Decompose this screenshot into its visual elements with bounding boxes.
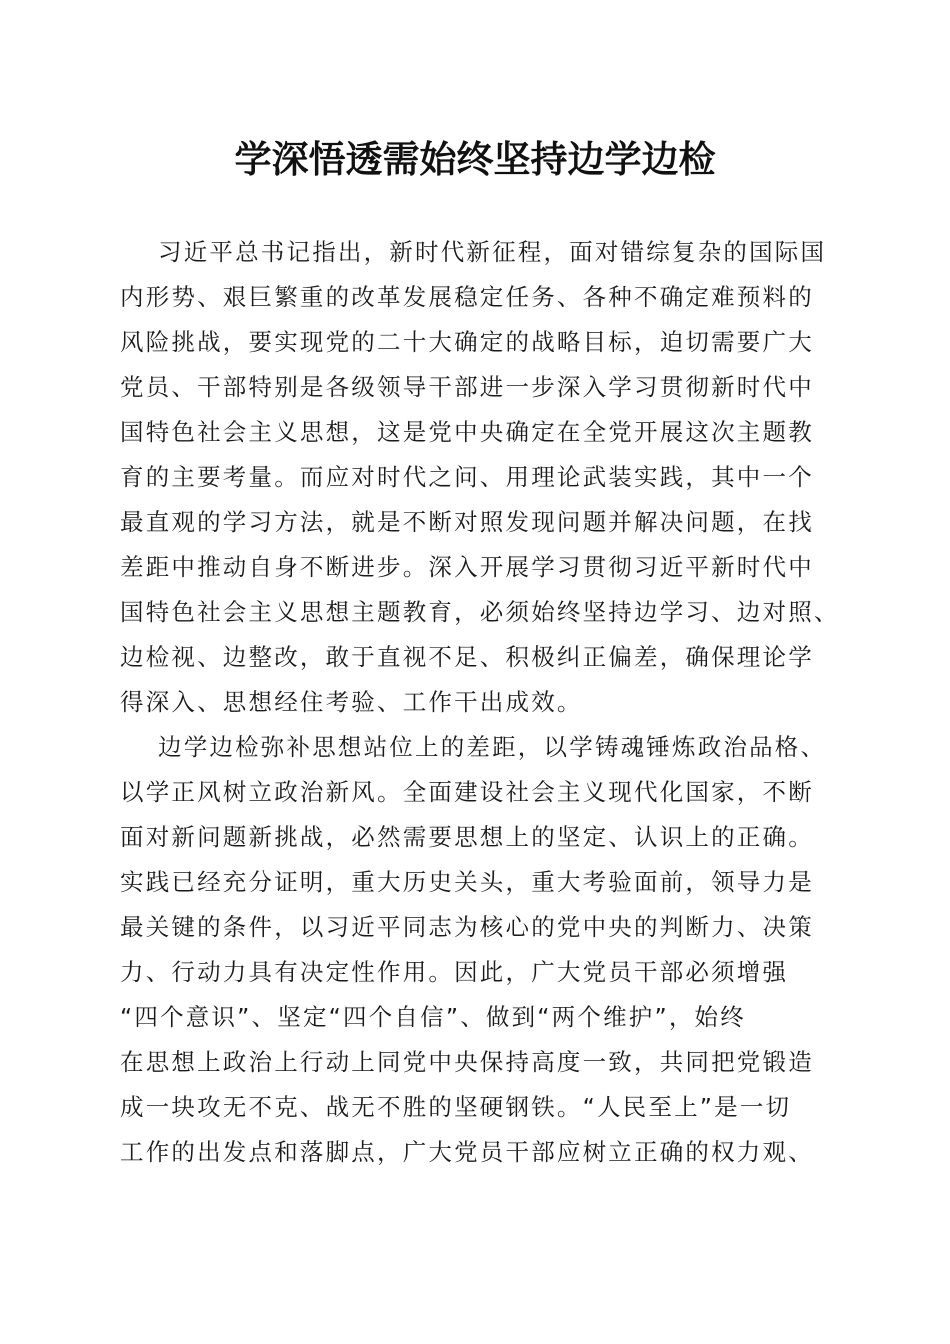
paragraph-1-line-2: 内形势、艰巨繁重的改革发展稳定任务、各种不确定难预料的 <box>120 283 814 311</box>
paragraph-1-line-9: 国特色社会主义思想主题教育，必须始终坚持边学习、边对照、 <box>120 598 840 626</box>
paragraph-1-line-6: 育的主要考量。而应对时代之问、用理论武装实践，其中一个 <box>120 463 814 491</box>
paragraph-2-line-2: 以学正风树立政治新风。全面建设社会主义现代化国家，不断 <box>120 778 814 806</box>
paragraph-2-line-8: 在思想上政治上行动上同党中央保持高度一致，共同把党锻造 <box>120 1048 814 1076</box>
paragraph-1-line-10: 边检视、边整改，敢于直视不足、积极纠正偏差，确保理论学 <box>120 643 814 671</box>
paragraph-1-line-7: 最直观的学习方法，就是不断对照发现问题并解决问题，在找 <box>120 508 814 536</box>
paragraph-1-line-5: 国特色社会主义思想，这是党中央确定在全党开展这次主题教 <box>120 418 814 446</box>
paragraph-2-line-5: 最关键的条件，以习近平同志为核心的党中央的判断力、决策 <box>120 913 814 941</box>
document-title: 学深悟透需始终坚持边学边检 <box>234 137 716 181</box>
paragraph-2-line-10: 工作的出发点和落脚点，广大党员干部应树立正确的权力观、 <box>120 1138 814 1166</box>
paragraph-2-line-3: 面对新问题新挑战，必然需要思想上的坚定、认识上的正确。 <box>120 823 814 851</box>
paragraph-1-line-4: 党员、干部特别是各级领导干部进一步深入学习贯彻新时代中 <box>120 373 814 401</box>
paragraph-2-line-7: “四个意识”、坚定“四个自信”、做到“两个维护”，始终 <box>120 1003 746 1031</box>
paragraph-1-line-11: 得深入、思想经住考验、工作干出成效。 <box>120 688 583 716</box>
paragraph-1-line-1: 习近平总书记指出，新时代新征程，面对错综复杂的国际国 <box>158 238 827 266</box>
paragraph-1-line-8: 差距中推动自身不断进步。深入开展学习贯彻习近平新时代中 <box>120 553 814 581</box>
paragraph-2-line-4: 实践已经充分证明，重大历史关头，重大考验面前，领导力是 <box>120 868 814 896</box>
paragraph-1-line-3: 风险挑战，要实现党的二十大确定的战略目标，迫切需要广大 <box>120 328 814 356</box>
document-body <box>120 230 840 1175</box>
paragraph-2-line-6: 力、行动力具有决定性作用。因此，广大党员干部必须增强 <box>120 958 789 986</box>
paragraph-2-line-9: 成一块攻无不克、战无不胜的坚硬钢铁。“人民至上”是一切 <box>120 1093 792 1121</box>
paragraph-2-line-1: 边学边检弥补思想站位上的差距，以学铸魂锤炼政治品格、 <box>158 733 827 761</box>
